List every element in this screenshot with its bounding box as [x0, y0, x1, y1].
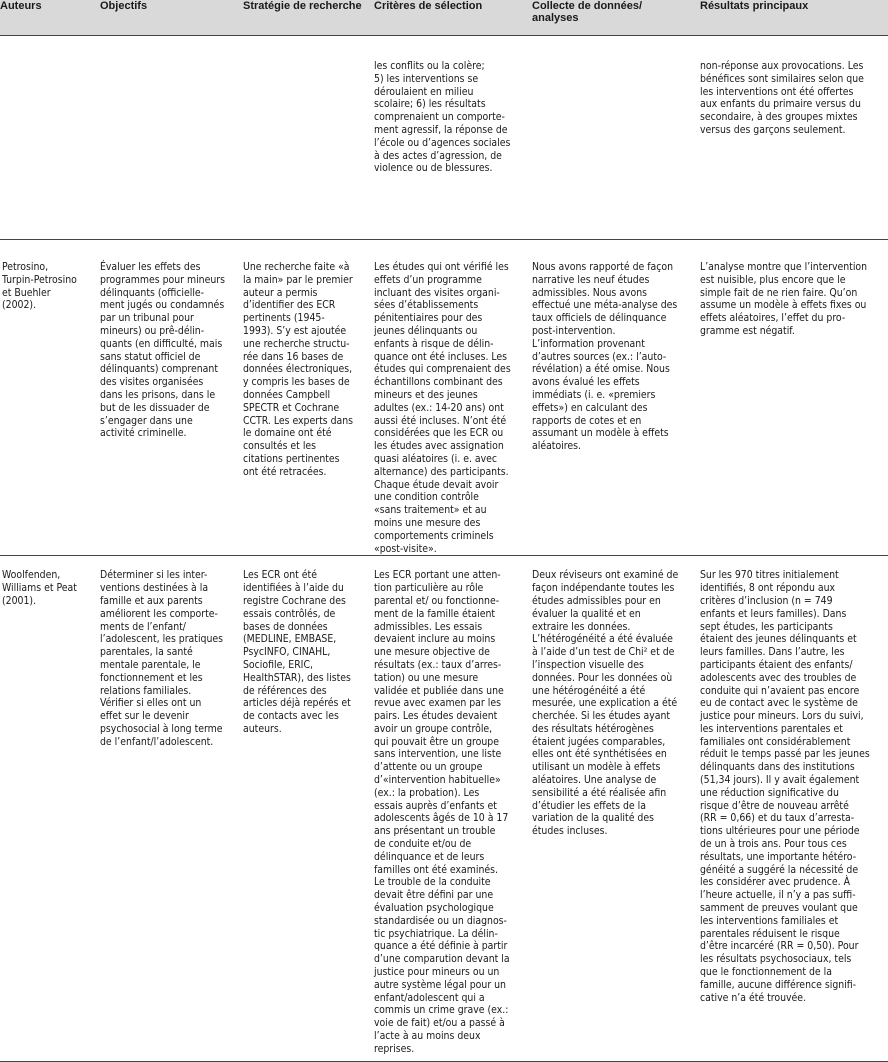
cell-authors: Petrosino, Turpin-Petrosino et Buehler (2002). — [2, 261, 77, 312]
header-data: Collecte de données/ analyses — [532, 0, 700, 36]
cell-results: L’analyse montre que l’intervention est nuisible, plus encore que le simple fait de ne rien faire. Qu’on assume un modèle à effets fixes ou effets aléatoires, l’effet du pro- gramme est négatif. — [700, 261, 868, 337]
table-row — [0, 36, 888, 240]
cell-strategy: Les ECR ont été identifiées à l’aide du registre Cochrane des essais contrôlés, de bases de données (MEDLINE, EMBASE, PsycINFO, CINAHL, Sociofile, ERIC, HealthSTAR), des listes de références des articles déjà repérés et de contacts avec les auteurs. — [243, 569, 351, 735]
cell-authors: Woolfenden, Williams et Peat (2001). — [2, 569, 77, 607]
header-criteria: Critères de sélection — [374, 0, 532, 36]
cell-objectives: Évaluer les effets des programmes pour mineurs délinquants (officielle- ment jugés ou condamnés par un tribunal pour mineurs) ou prê-délin- quants (en difficulté, mais sans statut officiel de délinquants) comprenant des visites organisées dans les prisons, dans le but de les dissuader de s’engager dans une activité criminelle. — [100, 261, 225, 440]
header-objectives: Objectifs — [100, 0, 243, 36]
cell-results: Sur les 970 titres initialement identifiés, 8 ont répondu aux critères d’inclusion (n = 749 enfants et leurs familles). Dans sept études, les participants étaient des jeunes délinquants et leurs familles. Dans l’autre, les participants étaient des enfants/ adolescents avec des troubles de conduite qui n’avaient pas encore eu de contact avec le système de justice pour mineurs. Lors du suivi, les interventions parentales et familiales ont considérablement réduit le temps passé par les jeunes délinquants dans des institutions (51,34 jours). Il y avait également une réduction significative du risque d’être de nouveau arrêté (RR = 0,66) et du taux d’arresta- tions ultérieures pour une période de un à trois ans. Pour tous ces résultats, une importante hétéro- généité a suggéré la nécessité de les considérer avec prudence. À l’heure actuelle, il n’y a pas suffi- samment de preuves voulant que les interventions familiales et parentales réduisent le risque d’être incarcéré (RR = 0,50). Pour les résultats psychosociaux, tels que le fonctionnement de la famille, aucune différence signifi- cative n’a été trouvée. — [700, 569, 870, 1004]
header-results: Résultats principaux — [700, 0, 888, 36]
header-authors: Auteurs — [0, 0, 100, 36]
cell-criteria: les conflits ou la colère; 5) les interventions se déroulaient en milieu scolaire; 6) les résultats comprenaient un comporte- ment agressif, la réponse de l’école ou d’agences sociales à des actes d’agression, de violence ou de blessures. — [374, 60, 511, 175]
table-row — [0, 240, 888, 556]
cell-data: Deux réviseurs ont examiné de façon indépendante toutes les études admissibles pour en évaluer la qualité et en extraire les données. L’hétérogénéité a été évaluée à l’aide d’un test de Chi² et de l’inspection visuelle des données. Pour les données où une hétérogénéité a été mesurée, une explication a été cherchée. Si les études ayant des résultats hétérogènes étaient jugées comparables, elles ont été synthétisées en utilisant un modèle à effets aléatoires. Une analyse de sensibilité a été réalisée afin d’étudier les effets de la variation de la qualité des études incluses. — [532, 569, 679, 838]
table-row — [0, 556, 888, 1062]
cell-criteria: Les ECR portant une atten- tion particulière au rôle parental et/ ou fonctionne- ment de la famille étaient admissibles. Les essais devaient inclure au moins une mesure objective de résultats (ex.: taux d’arres- tation) ou une mesure validée et publiée dans une revue avec examen par les pairs. Les études devaient avoir un groupe contrôle, qui pouvait être un groupe sans intervention, une liste d’attente ou un groupe d’«intervention habituelle» (ex.: la probation). Les essais auprès d’enfants et adolescents âgés de 10 à 17 ans présentant un trouble de conduite et/ou de délinquance et de leurs familles ont été examinés. Le trouble de la conduite devait être défini par une évaluation psychologique standardisée ou un diagnos- tic psychiatrique. La délin- quance a été définie à partir d’une comparution devant la justice pour mineurs ou un autre système légal pour un enfant/adolescent qui a commis un crime grave (ex.: voie de fait) et/ou a passé à l’acte à au moins deux reprises. — [374, 569, 510, 1055]
cell-criteria: Les études qui ont vérifié les effets d’un programme incluant des visites organi- sées d’établissements pénitentiaires pour des jeunes délinquants ou enfants à risque de délin- quance ont été incluses. Les études qui comprenaient des échantillons combinant des mineurs et des jeunes adultes (ex.: 14-20 ans) ont aussi été incluses. N’ont été considérées que les ECR ou les études avec assignation quasi aléatoires (i. e. avec alternance) des participants. Chaque étude devait avoir une condition contrôle «sans traitement» et au moins une mesure des comportements criminels «post-visite». — [374, 261, 511, 555]
cell-strategy: Une recherche faite «à la main» par le premier auteur a permis d’identifier des ECR pertinents (1945- 1993). S’y est ajoutée une recherche structu- rée dans 16 bases de données électroniques, y compris les bases de données Campbell SPECTR et Cochrane CCTR. Les experts dans le domaine ont été consultés et les citations pertinentes ont été retracées. — [243, 261, 354, 478]
table-header — [0, 0, 888, 36]
header-strategy: Stratégie de recherche — [243, 0, 374, 36]
cell-data: Nous avons rapporté de façon narrative les neuf études admissibles. Nous avons effectué une méta-analyse des taux officiels de délinquance post-intervention. L’information provenant d’autres sources (ex.: l’auto- révélation) a été omise. Nous avons évalué les effets immédiats (i. e. «premiers effets») en calculant des rapports de cotes et en assumant un modèle à effets aléatoires. — [532, 261, 678, 453]
cell-objectives: Déterminer si les inter- ventions destinées à la famille et aux parents améliorent les comporte- ments de l’enfant/ l’adolescent, les pratiques parentales, la santé mentale parentale, le fonctionnement et les relations familiales. Vérifier si elles ont un effet sur le devenir psychosocial à long terme de l’enfant/l’adolescent. — [100, 569, 224, 748]
cell-results: non-réponse aux provocations. Les bénéfices sont similaires selon que les interventions ont été offertes aux enfants du primaire versus du secondaire, à des groupes mixtes versus des garçons seulement. — [700, 60, 864, 136]
